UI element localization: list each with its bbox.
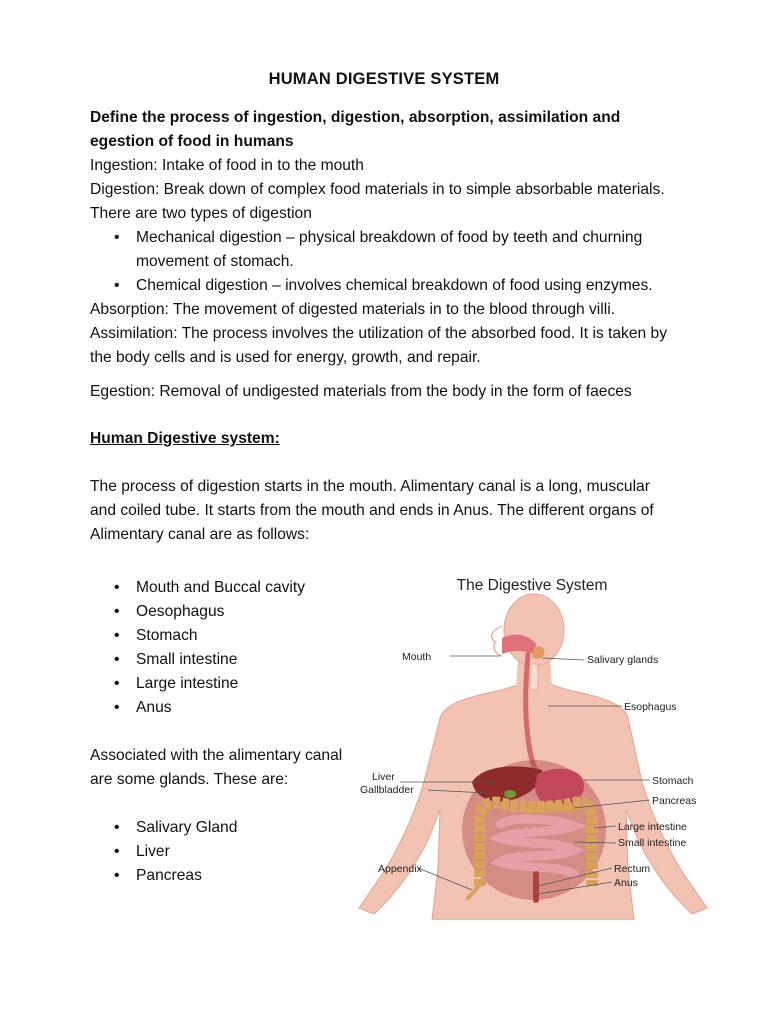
ingestion-definition: Ingestion: Intake of food in to the mouth (90, 157, 364, 174)
glands-list (90, 816, 350, 888)
section-heading: Human Digestive system: (90, 430, 280, 447)
list-item: • Mouth and Buccal cavity (90, 576, 350, 600)
label-large-intestine: Large intestine (618, 821, 687, 833)
organs-and-glands-column (90, 576, 350, 888)
absorption-definition: Absorption: The movement of digested materials in to the blood through villi. (90, 301, 615, 318)
label-rectum: Rectum (614, 863, 651, 875)
label-anus: Anus (614, 877, 638, 889)
label-esophagus: Esophagus (624, 701, 677, 713)
label-pancreas: Pancreas (652, 795, 697, 807)
digestion-types-list (90, 226, 680, 298)
abdominal-organs (462, 760, 606, 900)
digestive-system-diagram (352, 568, 714, 920)
assimilation-definition: Assimilation: The process involves the utilization of the absorbed food. It is taken by the body cells and is used for energy, growth, and repair. (90, 325, 667, 366)
list-item: • Liver (90, 840, 350, 864)
list-item: • Stomach (90, 624, 350, 648)
definitions-section (90, 106, 680, 547)
label-appendix: Appendix (378, 863, 422, 875)
document-title: HUMAN DIGESTIVE SYSTEM (268, 70, 500, 88)
intro-paragraph: The process of digestion starts in the mouth. Alimentary canal is a long, muscular and coiled tube. It starts from the mouth and ends in Anus. The different organs of Alimentary canal are as follows: (90, 478, 654, 543)
nose-mouth-profile (492, 626, 502, 656)
list-item: • Oesophagus (90, 600, 350, 624)
digestion-definition: Digestion: Break down of complex food materials in to simple absorbable materials. There are two types of digestion (90, 181, 665, 222)
label-gallbladder: Gallbladder (360, 784, 414, 796)
digestive-system-figure (352, 568, 714, 920)
organs-list (90, 576, 350, 720)
egestion-definition: Egestion: Removal of undigested materials from the body in the form of faeces (90, 383, 632, 400)
label-stomach: Stomach (652, 775, 694, 787)
label-liver: Liver (372, 771, 395, 783)
list-item: • Salivary Gland (90, 816, 350, 840)
label-salivary-glands: Salivary glands (587, 654, 659, 666)
label-small-intestine: Small intestine (618, 837, 687, 849)
list-item: • Small intestine (90, 648, 350, 672)
glands-intro: Associated with the alimentary canal are some glands. These are: (90, 747, 343, 788)
list-item: • Pancreas (90, 864, 350, 888)
label-mouth: Mouth (402, 651, 432, 663)
figure-title: The Digestive System (456, 577, 608, 594)
list-item: • Anus (90, 696, 350, 720)
definition-question: Define the process of ingestion, digestion, absorption, assimilation and egestion of food in humans (90, 109, 621, 150)
trachea (530, 664, 538, 690)
list-item: • Chemical digestion – involves chemical breakdown of food using enzymes. (90, 274, 680, 298)
list-item: • Mechanical digestion – physical breakdown of food by teeth and churning movement of stomach. (90, 226, 680, 274)
list-item: • Large intestine (90, 672, 350, 696)
